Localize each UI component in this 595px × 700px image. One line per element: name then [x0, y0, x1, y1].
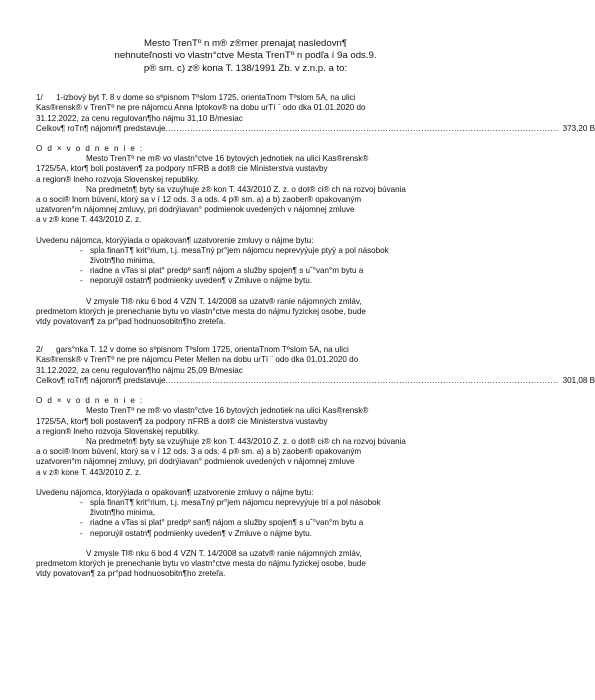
dot-leader: ...............................................................................................................................................	[165, 375, 559, 385]
reasoning-title: O d × v o d n e n i e :	[36, 144, 144, 154]
condition-item: - spĺa finanT¶ krit°rium, t.j. mesaTný pr°jem nájomcu neprevyýuje tri a pol násobok	[90, 498, 455, 508]
reason-text: uzatvoren°m nájomnej zmluvy, pri dodrýiavan° podmienok uvedených v nájomnej zmluve	[36, 205, 355, 215]
section-1-total	[36, 123, 595, 134]
condition-item: - riadne a vTas si plat° predpº san¶ nájom a služby spojen¶ s uˇ°van°m bytu a	[90, 266, 455, 276]
reason-text: a region® lneho rozvoja Slovenskej republiky.	[36, 174, 200, 184]
reason-text: predmetom ktorých je prenechanie bytu vo vlastn°ctve mesta do nájmu fyzickej osobe, bude	[36, 558, 366, 568]
reason-text: a o soci® lnom búvení, ktorý sa v í 12 ods. 3 a ods. 4 p® sm. a) a b) zaober® opakovaným	[36, 447, 362, 457]
section-1-reasoning	[36, 144, 455, 327]
reason-text: Uvedenu nájomca, ktorýýiada o opakovan¶ uzatvorenie zmluvy o nájme bytu:	[36, 235, 314, 245]
condition-item-continued: životn¶ho minima,	[90, 508, 156, 518]
section-1-text-3: 31.12.2022, za cenu regulovan¶ho nájmu 31,10 B/mesiac	[36, 113, 243, 123]
reason-text: a v z® kone T. 443/2010 Z. z.	[36, 467, 142, 477]
section-1-text-2: Kas®rensk® v TrenTº ne pre nájomcu Anna Iptokov® na dobu urTí ¨ odo dka 01.01.2020 do	[36, 103, 366, 113]
conditions-list	[36, 246, 455, 287]
conditions-list	[36, 498, 455, 539]
heading-line-1: Mesto TrenTº n m® z®mer prenajaţ nasledovn¶	[143, 38, 348, 49]
section-2-line-1	[36, 345, 455, 355]
condition-item-continued: životn¶ho minima,	[90, 256, 156, 266]
document-heading	[36, 38, 455, 75]
reason-text: a v z® kone T. 443/2010 Z. z.	[36, 215, 142, 225]
reason-text: Uvedenu nájomca, ktorýýiada o opakovan¶ uzatvorenie zmluvy o nájme bytu:	[36, 487, 314, 497]
section-2-text-3: 31.12.2022, za cenu regulovan¶ho nájmu 25,09 B/mesiac	[36, 365, 243, 375]
section-2-text-1: gars°nka T. 12 v dome so sºpisnom Tºslom 1725, orientaTnom Tºslom 5A, na ulici	[56, 345, 349, 355]
dot-leader: ...............................................................................................................................................	[165, 123, 559, 133]
reason-text: V zmysle Tl® nku 6 bod 4 VZN T. 14/2008 sa uzatv® ranie nájomných zmláv,	[86, 296, 362, 306]
section-2-total-value: 301,08 B	[562, 375, 595, 385]
condition-item: - spĺa finanT¶ krit°rium, t.j. mesaTný pr°jem nájomcu neprevyýuje ptyý a pol násobok	[90, 246, 455, 256]
reason-text: a region® lneho rozvoja Slovenskej republiky.	[36, 426, 200, 436]
section-2-total-label: Celkov¶ roTn¶ nájomn¶ predstavuje	[36, 375, 166, 385]
section-1-line-1	[36, 93, 455, 103]
section-2-total	[36, 375, 595, 386]
reason-text: predmetom ktorých je prenechanie bytu vo vlastn°ctve mesta do nájmu fyzickej osobe, bude	[36, 306, 366, 316]
section-1-text-1: 1-izbový byt T. 8 v dome so sºpisnom Tºslom 1725, orientaTnom Tºslom 5A, na ulici	[56, 93, 356, 103]
reason-text: Mesto TrenTº ne m® vo vlastn°ctve 16 bytových jednotiek na ulici Kas®rensk®	[86, 154, 369, 164]
reason-text: Na predmetn¶ byty sa vzuýhuje z® kon T. 443/2010 Z. z. o dot® ci® ch na rozvoj búvania	[86, 436, 406, 446]
section-1-total-value: 373,20 B	[562, 123, 595, 133]
reason-text: 1725/5A, ktor¶ boli postaven¶ za podpory πFRB a dot® cie Ministerstva vustavby	[36, 164, 328, 174]
reason-text: Mesto TrenTº ne m® vo vlastn°ctve 16 bytových jednotiek na ulici Kas®rensk®	[86, 406, 369, 416]
condition-item: - riadne a vTas si plat° predpº san¶ nájom a služby spojen¶ s uˇ°van°m bytu a	[90, 518, 455, 528]
section-2-text-2: Kas®rensk® v TrenTº ne pre nájomcu Peter Mellen na dobu urTí ¨ odo dka 01.01.2020 do	[36, 355, 359, 365]
reason-text: V zmysle Tl® nku 6 bod 4 VZN T. 14/2008 sa uzatv® ranie nájomných zmláv,	[86, 548, 362, 558]
section-1-number: 1/	[36, 93, 43, 103]
section-2-number: 2/	[36, 345, 43, 355]
heading-line-3: p® sm. c) z® kona T. 138/1991 Zb. v z.n.p. a to:	[143, 62, 348, 74]
section-1-total-label: Celkov¶ roTn¶ nájomn¶ predstavuje	[36, 123, 166, 133]
reason-text: vtdy povatovan¶ za pr°pad hodnuosobitn¶ho zreteľa.	[36, 569, 226, 579]
heading-line-2: nehnuteľnosti vo vlastn°ctve Mesta TrenTº n podľa í 9a ods.9.	[114, 50, 377, 62]
reason-text: uzatvoren°m nájomnej zmluvy, pri dodrýiavan° podmienok uvedených v nájomnej zmluve	[36, 457, 355, 467]
section-2	[36, 345, 595, 386]
reason-text: a o soci® lnom búvení, ktorý sa v í 12 ods. 3 a ods. 4 p® sm. a) a b) zaober® opakovaným	[36, 195, 362, 205]
condition-item: - neporuýil ostatn¶ podmienky uveden¶ v Zmluve o nájme bytu.	[90, 276, 455, 286]
section-2-reasoning	[36, 396, 455, 579]
condition-item: - neporuýil ostatn¶ podmienky uveden¶ v Zmluve o nájme bytu.	[90, 529, 455, 539]
reason-text: vtdy povatovan¶ za pr°pad hodnuosobitn¶ho zreteľa.	[36, 317, 226, 327]
reason-text: 1725/5A, ktor¶ boli postaven¶ za podpory πFRB a dot® cie Ministerstva vustavby	[36, 416, 328, 426]
section-1	[36, 93, 595, 134]
reasoning-title: O d × v o d n e n i e :	[36, 396, 144, 406]
reason-text: Na predmetn¶ byty sa vzuýhuje z® kon T. 443/2010 Z. z. o dot® ci® ch na rozvoj búvania	[86, 184, 406, 194]
